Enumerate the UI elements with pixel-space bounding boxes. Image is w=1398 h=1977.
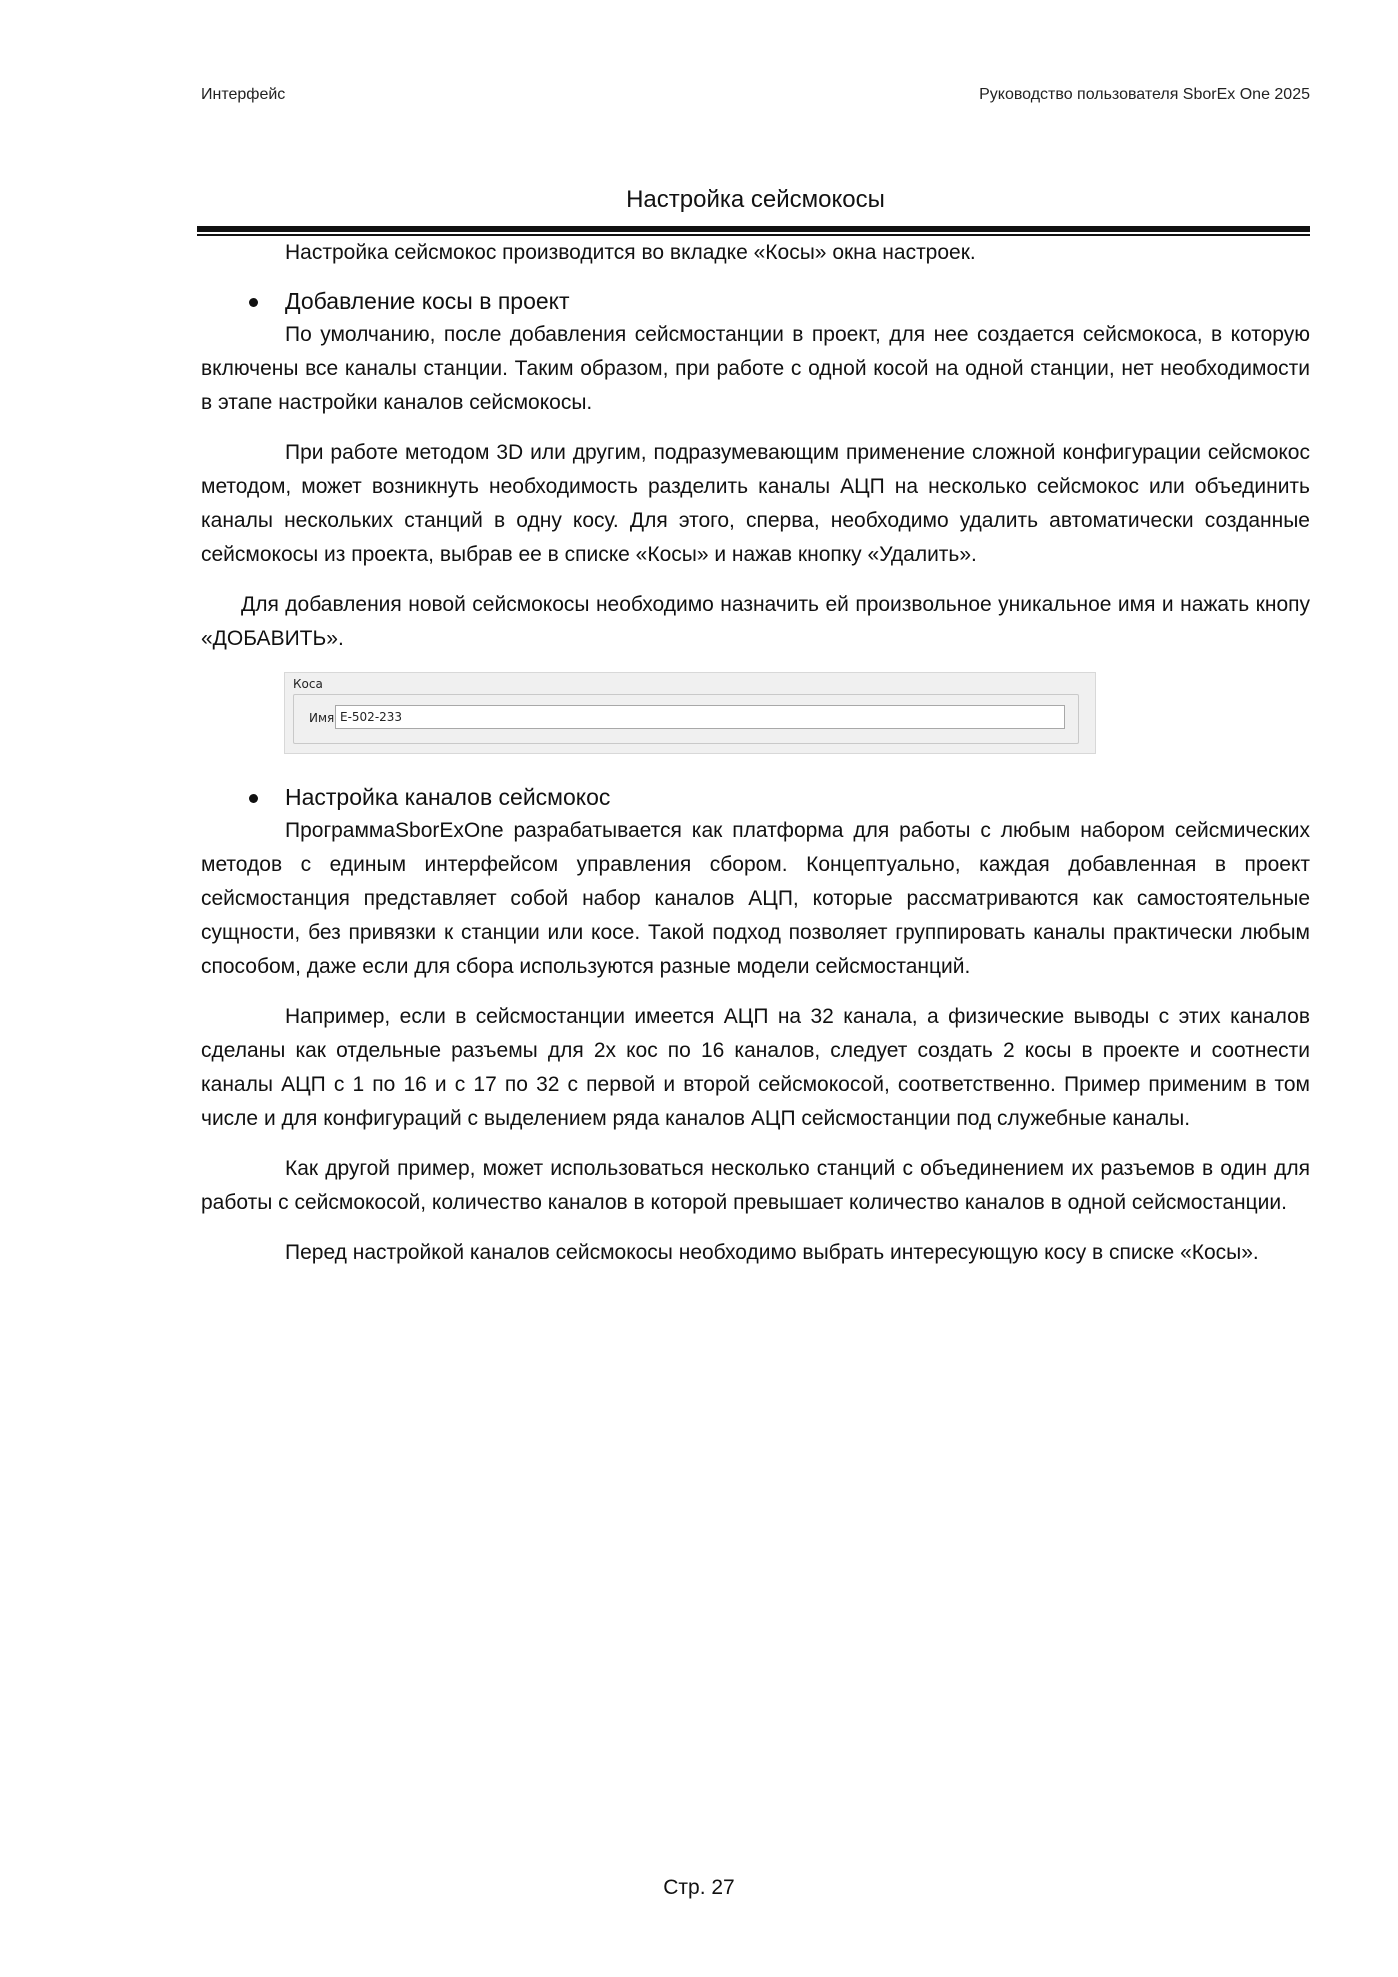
- channels-paragraph-2: Например, если в сейсмостанции имеется АЦП на 32 канала, а физические выводы с этих каналов сделаны как отдельные разъемы для 2х кос по 16 каналов, следует создать 2 косы в проекте и соотнести каналы АЦП с 1 по 16 и с 17 по 32 с первой и второй сейсмокосой, соответственно. Пример применим в том числе и для конфигураций с выделением ряда каналов АЦП сейсмостанции под служебные каналы.: [201, 1005, 1310, 1130]
- channels-paragraph-1: ПрограммаSborExOne разрабатывается как платформа для работы с любым набором сейсмических методов с единым интерфейсом управления сбором. Концептуально, каждая добавленная в проект сейсмостанция представляет собой набор каналов АЦП, которые рассматриваются как самостоятельные сущности, без привязки к станции или косе. Такой подход позволяет группировать каналы практически любым способом, даже если для сбора используются разные модели сейсмостанций.: [201, 819, 1310, 978]
- name-field-label: Имя: [309, 711, 335, 725]
- header-section-name: Интерфейс: [201, 86, 286, 103]
- title-rule: [197, 226, 1310, 232]
- section-title: Настройка сейсмокосы: [626, 186, 885, 213]
- channels-section-heading: [201, 780, 1310, 814]
- channels-section-heading-text: Настройка каналов сейсмокос: [285, 784, 611, 810]
- header-document-title: Руководство пользователя SborEx One 2025: [979, 86, 1310, 103]
- page-content: [201, 236, 1310, 1270]
- add-section-paragraph-1: По умолчанию, после добавления сейсмостанции в проект, для нее создается сейсмокоса, в которую включены все каналы станции. Таким образом, при работе с одной косой на одной станции, нет необходимости в этапе настройки каналов сейсмокосы.: [201, 323, 1310, 414]
- kosa-settings-screenshot: [284, 672, 1096, 754]
- kosa-group-title: Коса: [293, 677, 323, 691]
- channels-paragraph-3: Как другой пример, может использоваться несколько станций с объединением их разъемов в один для работы с сейсмокосой, количество каналов в которой превышает количество каналов в одной сейсмостанции.: [201, 1157, 1310, 1214]
- channels-paragraph-4: Перед настройкой каналов сейсмокосы необходимо выбрать интересующую косу в списке «Косы».: [285, 1241, 1259, 1264]
- page-number: Стр. 27: [663, 1876, 735, 1899]
- kosa-name-input[interactable]: [335, 705, 1065, 729]
- add-section-heading-text: Добавление косы в проект: [285, 288, 570, 314]
- add-section-heading: [201, 284, 1310, 318]
- intro-paragraph: Настройка сейсмокос производится во вкладке «Косы» окна настроек.: [285, 241, 976, 264]
- bullet-icon: [249, 298, 258, 307]
- add-section-paragraph-3: Для добавления новой сейсмокосы необходимо назначить ей произвольное уникальное имя и нажать кнопу «ДОБАВИТЬ».: [201, 593, 1310, 650]
- bullet-icon: [249, 794, 258, 803]
- add-section-paragraph-2: При работе методом 3D или другим, подразумевающим применение сложной конфигурации сейсмокос методом, может возникнуть необходимость разделить каналы АЦП на несколько сейсмокос или объединить каналы нескольких станций в одну косу. Для этого, сперва, необходимо удалить автоматически созданные сейсмокосы из проекта, выбрав ее в списке «Косы» и нажав кнопку «Удалить».: [201, 441, 1310, 566]
